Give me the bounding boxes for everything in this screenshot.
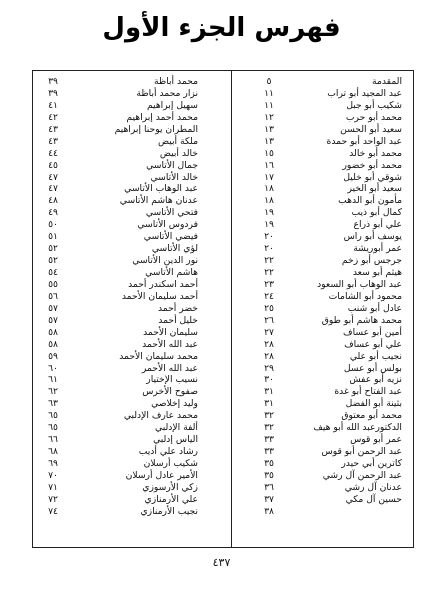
index-entry bbox=[38, 446, 226, 458]
entry-name: عبد الوهاب أبو السعود bbox=[317, 278, 402, 290]
entry-page-number: ٢٠ bbox=[264, 231, 274, 243]
entry-page-number: ٣٦ bbox=[264, 481, 274, 493]
index-entry bbox=[38, 351, 226, 363]
entry-name: نزار محمد أباظة bbox=[136, 87, 198, 99]
index-entry bbox=[234, 422, 408, 434]
index-entry bbox=[38, 327, 226, 339]
entry-page-number: ٣٥ bbox=[264, 469, 274, 481]
index-entry bbox=[234, 470, 408, 482]
entry-name: محمد أبو معتوق bbox=[341, 410, 402, 422]
index-entry bbox=[234, 112, 408, 124]
entry-name: خالد الأتاسي bbox=[150, 171, 198, 183]
index-entry bbox=[234, 339, 408, 351]
entry-page-number: ٧٠ bbox=[48, 469, 58, 481]
entry-page-number: ٧١ bbox=[48, 481, 58, 493]
entry-name: عبد الرحمن آل رشي bbox=[322, 469, 402, 481]
entry-page-number: ١٨ bbox=[264, 195, 274, 207]
index-entry bbox=[38, 339, 226, 351]
entry-name: سهيل إبراهيم bbox=[146, 99, 198, 111]
entry-name: فيضي الأتاسي bbox=[143, 231, 198, 243]
entry-name: فردوس الأتاسي bbox=[137, 219, 198, 231]
entry-page-number: ٤٤ bbox=[48, 147, 58, 159]
entry-name: محمد عارف الإدلبي bbox=[123, 410, 198, 422]
entry-page-number: ٥٩ bbox=[48, 350, 58, 362]
entry-page-number: ١٣ bbox=[264, 123, 274, 135]
entry-page-number: ٥٠ bbox=[48, 219, 58, 231]
entry-page-number: ٢٨ bbox=[264, 338, 274, 350]
entry-name: علي الأرمنازي bbox=[144, 493, 198, 505]
entry-page-number: ٦٠ bbox=[48, 362, 58, 374]
entry-page-number: ٣٨ bbox=[264, 505, 274, 517]
entry-name: عبد الفتاح أبو غدة bbox=[334, 386, 402, 398]
index-entry bbox=[234, 76, 408, 88]
entry-page-number: ٣٩ bbox=[48, 87, 58, 99]
entry-page-number: ٢٩ bbox=[264, 362, 274, 374]
entry-page-number: ٤٢ bbox=[48, 111, 58, 123]
index-entry bbox=[38, 219, 226, 231]
index-entry bbox=[234, 374, 408, 386]
entry-name: مأمون أبو الدهب bbox=[338, 195, 402, 207]
index-entry bbox=[38, 315, 226, 327]
entry-name: محمد أباظة bbox=[153, 76, 198, 87]
index-entry bbox=[38, 386, 226, 398]
entry-name: نور الدين الأتاسي bbox=[132, 255, 198, 267]
entry-page-number: ٦٦ bbox=[48, 434, 58, 446]
index-entry bbox=[38, 183, 226, 195]
entry-page-number: ٥٨ bbox=[48, 338, 58, 350]
entry-page-number: ٥٢ bbox=[48, 255, 58, 267]
entry-page-number: ٧٢ bbox=[48, 493, 58, 505]
entry-page-number: ٦١ bbox=[48, 374, 58, 386]
entry-page-number: ٤٧ bbox=[48, 171, 58, 183]
entry-page-number: ١٢ bbox=[264, 111, 274, 123]
index-entry bbox=[38, 76, 226, 88]
entry-page-number: ١٦ bbox=[264, 159, 274, 171]
index-entry bbox=[38, 470, 226, 482]
index-entry bbox=[234, 279, 408, 291]
entry-name: زكي الأرسوزي bbox=[142, 481, 198, 493]
entry-name: سعيد أبو الحسن bbox=[340, 123, 402, 135]
index-column-left bbox=[38, 76, 226, 518]
entry-name: عدنان آل رشي bbox=[344, 481, 402, 493]
entry-name: نجيب الأرمنازي bbox=[140, 505, 198, 517]
entry-page-number: ٣٠ bbox=[264, 374, 274, 386]
entry-page-number: ٤٨ bbox=[48, 195, 58, 207]
entry-page-number: ٥٤ bbox=[48, 267, 58, 278]
entry-name: محمد أحمد إبراهيم bbox=[126, 111, 198, 123]
index-entry bbox=[234, 255, 408, 267]
entry-name: فتحي الأتاسي bbox=[145, 207, 198, 219]
entry-page-number: ٥١ bbox=[48, 231, 58, 243]
index-entry bbox=[234, 327, 408, 339]
index-entry bbox=[234, 506, 408, 518]
index-entry bbox=[234, 315, 408, 327]
entry-page-number: ٣٢ bbox=[264, 410, 274, 422]
entry-name: يوسف أبو راس bbox=[343, 231, 402, 243]
entry-page-number: ٣١ bbox=[264, 386, 274, 398]
index-entry bbox=[38, 434, 226, 446]
entry-page-number: ٦٢ bbox=[48, 386, 58, 398]
index-entry bbox=[38, 374, 226, 386]
entry-name: عبد المجيد أبو تراب bbox=[327, 87, 402, 99]
index-entry bbox=[234, 207, 408, 219]
entry-page-number: ٦٥ bbox=[48, 410, 58, 422]
index-entry bbox=[38, 100, 226, 112]
entry-name: خالد أبيض bbox=[159, 147, 198, 159]
index-entry bbox=[38, 363, 226, 375]
entry-page-number: ٤٩ bbox=[48, 207, 58, 219]
entry-name: عبد الوهاب الأتاسي bbox=[124, 183, 198, 195]
index-entry bbox=[38, 506, 226, 518]
entry-page-number: ٥٨ bbox=[48, 326, 58, 338]
index-entry bbox=[234, 410, 408, 422]
entry-name: بثينة أبو الفضل bbox=[345, 398, 402, 410]
entry-page-number: ١٩ bbox=[264, 219, 274, 231]
entry-page-number: ٤٧ bbox=[48, 183, 58, 195]
index-entry bbox=[234, 351, 408, 363]
entry-name: خليل أحمد bbox=[158, 314, 198, 326]
index-entry bbox=[234, 267, 408, 279]
entry-page-number: ٣٢ bbox=[264, 422, 274, 434]
index-entry bbox=[38, 458, 226, 470]
entry-name: كاترين أبي حيدر bbox=[341, 458, 402, 469]
index-entry bbox=[38, 422, 226, 434]
entry-name: صفوح الأخرس bbox=[142, 386, 198, 398]
entry-name: عمر أبوريشة bbox=[353, 243, 402, 255]
entry-name: حسين آل مكي bbox=[345, 493, 402, 505]
entry-name: وليد إخلاصي bbox=[151, 398, 198, 410]
index-entry bbox=[38, 398, 226, 410]
entry-page-number: ١٣ bbox=[264, 135, 274, 147]
entry-page-number: ٦٥ bbox=[48, 422, 58, 434]
index-entry bbox=[234, 494, 408, 506]
entry-name: علي أبو عساف bbox=[344, 338, 402, 350]
entry-name: رشاد علي أديب bbox=[138, 446, 198, 458]
entry-name: لؤي الأتاسي bbox=[151, 243, 198, 255]
entry-page-number: ٣١ bbox=[264, 398, 274, 410]
entry-name: هيثم أبو سعد bbox=[352, 267, 402, 278]
entry-name: أحمد اسكندر أحمد bbox=[128, 278, 198, 290]
entry-page-number: ٤١ bbox=[48, 99, 58, 111]
entry-name: علي أبو ذراع bbox=[353, 219, 402, 231]
entry-page-number: ٢٨ bbox=[264, 350, 274, 362]
index-entry bbox=[234, 195, 408, 207]
index-entry bbox=[234, 386, 408, 398]
entry-name: أمين أبو عساف bbox=[343, 326, 402, 338]
index-entry bbox=[38, 88, 226, 100]
index-entry bbox=[234, 100, 408, 112]
index-entry bbox=[38, 148, 226, 160]
entry-name: سعيد أبو الخير bbox=[347, 183, 402, 195]
index-entry bbox=[38, 112, 226, 124]
index-entry bbox=[234, 148, 408, 160]
entry-name: الياس إدلبي bbox=[153, 434, 198, 446]
index-entry bbox=[38, 494, 226, 506]
entry-name: عبد الله الأحمر bbox=[141, 362, 198, 374]
index-entry bbox=[38, 207, 226, 219]
entry-name: كمال أبو ذيب bbox=[351, 207, 402, 219]
entry-name: محمد أبو حرب bbox=[345, 111, 402, 123]
entry-name: الدكتورعبد الله أبو هيف bbox=[313, 422, 402, 434]
entry-page-number: ٦٣ bbox=[48, 398, 58, 410]
entry-name: ألفة الإدلبي bbox=[155, 422, 198, 434]
entry-name: بولس أبو عسل bbox=[343, 362, 402, 374]
entry-name: محمد أبو خضور bbox=[342, 159, 402, 171]
index-entry bbox=[38, 160, 226, 172]
entry-page-number: ٣٧ bbox=[264, 493, 274, 505]
index-entry bbox=[38, 267, 226, 279]
entry-page-number: ٥٦ bbox=[48, 290, 58, 302]
column-divider bbox=[231, 70, 232, 548]
entry-name: نجيب أبو علي bbox=[349, 350, 402, 362]
entry-page-number: ٥ bbox=[266, 76, 272, 87]
index-entry bbox=[38, 243, 226, 255]
entry-name: نزيه أبو عفش bbox=[349, 374, 402, 386]
entry-name: عدنان هاشم الأتاسي bbox=[119, 195, 198, 207]
entry-page-number: ٦٨ bbox=[48, 446, 58, 458]
index-entry bbox=[234, 434, 408, 446]
index-entry bbox=[234, 124, 408, 136]
entry-page-number: ٢٠ bbox=[264, 243, 274, 255]
index-entry bbox=[38, 279, 226, 291]
entry-name: محمد أبو خالد bbox=[349, 147, 402, 159]
entry-page-number: ٢٤ bbox=[264, 290, 274, 302]
entry-page-number: ١٩ bbox=[264, 207, 274, 219]
entry-name: عبد الرحمن أبو قوس bbox=[321, 446, 402, 458]
entry-page-number: ٢٣ bbox=[264, 278, 274, 290]
entry-page-number: ٢٢ bbox=[264, 267, 274, 278]
entry-page-number: ٣٣ bbox=[264, 446, 274, 458]
entry-page-number: ٧٤ bbox=[48, 505, 58, 517]
entry-page-number: ٤٣ bbox=[48, 123, 58, 135]
entry-page-number: ٢٥ bbox=[264, 302, 274, 314]
entry-page-number: ٥٢ bbox=[48, 243, 58, 255]
entry-page-number: ٢٧ bbox=[264, 326, 274, 338]
entry-name: عادل أبو شنب bbox=[347, 302, 402, 314]
index-entry bbox=[234, 219, 408, 231]
entry-name: شوقي أبو خليل bbox=[343, 171, 402, 183]
entry-page-number: ٥٧ bbox=[48, 302, 58, 314]
entry-name: محمد سليمان الأحمد bbox=[119, 350, 198, 362]
index-entry bbox=[234, 172, 408, 184]
index-entry bbox=[234, 363, 408, 375]
index-entry bbox=[38, 482, 226, 494]
entry-name: جمال الأتاسي bbox=[146, 159, 198, 171]
entry-name: المقدمة bbox=[372, 76, 402, 87]
index-entry bbox=[38, 136, 226, 148]
entry-name: عبد الواحد أبو حمدة bbox=[326, 135, 402, 147]
entry-page-number: ٢٢ bbox=[264, 255, 274, 267]
index-entry bbox=[38, 291, 226, 303]
index-entry bbox=[234, 160, 408, 172]
index-entry bbox=[234, 183, 408, 195]
index-title: فهرس الجزء الأول bbox=[102, 13, 341, 43]
entry-page-number: ٥٧ bbox=[48, 314, 58, 326]
entry-name: محمود أبو الشامات bbox=[328, 290, 402, 302]
entry-name: عبد الله الأحمد bbox=[142, 338, 198, 350]
entry-page-number: ٣٥ bbox=[264, 458, 274, 469]
entry-name: نسيب الإختيار bbox=[146, 374, 198, 386]
entry-name: المطران يوحنا إبراهيم bbox=[114, 123, 198, 135]
entry-name: أحمد سليمان الأحمد bbox=[121, 290, 198, 302]
entry-page-number: ٦٩ bbox=[48, 458, 58, 469]
index-entry bbox=[234, 458, 408, 470]
index-entry bbox=[38, 255, 226, 267]
index-entry bbox=[234, 398, 408, 410]
entry-page-number: ٤٥ bbox=[48, 159, 58, 171]
entry-page-number: ١١ bbox=[264, 99, 274, 111]
entry-name: ملكة أبيض bbox=[157, 135, 198, 147]
index-entry bbox=[234, 136, 408, 148]
page-number: ٤٣٧ bbox=[212, 556, 231, 569]
entry-name: هاشم الأتاسي bbox=[145, 267, 198, 278]
index-entry bbox=[234, 88, 408, 100]
index-entry bbox=[234, 303, 408, 315]
entry-page-number: ١١ bbox=[264, 87, 274, 99]
index-entry bbox=[234, 446, 408, 458]
index-entry bbox=[38, 231, 226, 243]
entry-name: محمد هاشم أبو طوق bbox=[321, 314, 402, 326]
entry-page-number: ٤٣ bbox=[48, 135, 58, 147]
index-entry bbox=[234, 231, 408, 243]
entry-name: شكيب أرسلان bbox=[143, 458, 198, 469]
entry-page-number: ٢٦ bbox=[264, 314, 274, 326]
entry-name: الأمير عادل أرسلان bbox=[125, 469, 198, 481]
index-entry bbox=[234, 243, 408, 255]
index-entry bbox=[38, 410, 226, 422]
index-entry bbox=[38, 172, 226, 184]
entry-page-number: ٣٩ bbox=[48, 76, 58, 87]
entry-name: سليمان الأحمد bbox=[143, 326, 198, 338]
index-entry bbox=[38, 124, 226, 136]
index-entry bbox=[38, 303, 226, 315]
entry-page-number: ١٨ bbox=[264, 183, 274, 195]
entry-page-number: ٣٣ bbox=[264, 434, 274, 446]
entry-name: جرجس أبو زخم bbox=[341, 255, 402, 267]
entry-name: شكيب أبو جبل bbox=[346, 99, 402, 111]
entry-page-number: ١٧ bbox=[264, 171, 274, 183]
entry-name: خضر أحمد bbox=[157, 302, 198, 314]
entry-name: عمر أبو قوس bbox=[350, 434, 402, 446]
index-entry bbox=[38, 195, 226, 207]
index-column-right bbox=[234, 76, 408, 518]
index-entry bbox=[234, 482, 408, 494]
index-entry bbox=[234, 291, 408, 303]
entry-page-number: ٥٥ bbox=[48, 278, 58, 290]
entry-page-number: ١٥ bbox=[264, 147, 274, 159]
